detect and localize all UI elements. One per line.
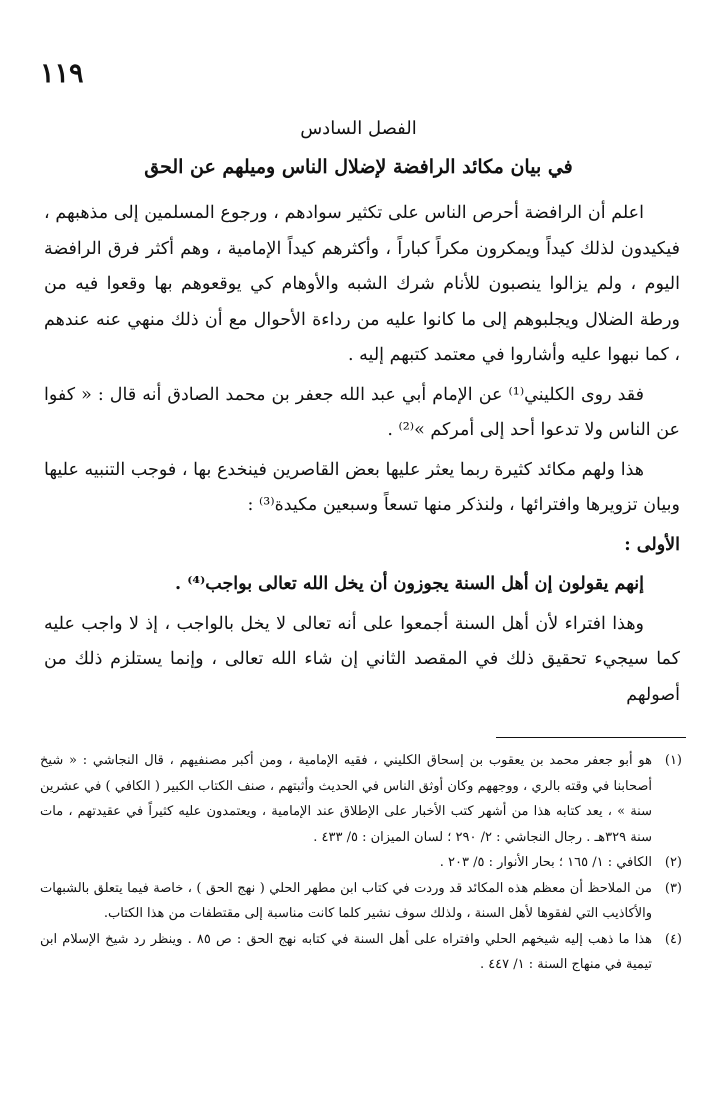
paragraph-intro: اعلم أن الرافضة أحرص الناس على تكثير سوادهم ، ورجوع المسلمين إلى مذهبهم ، فيكيدون لذلك كيداً ويمكرون مكراً كباراً ، وأكثرهم كيداً الإمامية ، وهم أكثر فرق الرافضة اليوم ، ولم يزالوا ينصبون للأنام شرك الشبه والأوهام كي يوقعوهم بها وقعوا فيه من ورطة الضلال ويجلبوهم إلى ما كانوا عليه من رداءة الأحوال مع أن ذلك منهي عنه عندهم ، كما نبهوا عليه وأشاروا في معتمد كتبهم إليه . [44, 203, 680, 365]
footnote-4 [40, 927, 682, 978]
footnote-text: الكافي : ١/ ١٦٥ ؛ بحار الأنوار : ٥/ ٢٠٣ . [439, 855, 652, 870]
body-text [44, 196, 680, 717]
footnote-text: هو أبو جعفر محمد بن يعقوب بن إسحاق الكليني ، فقيه الإمامية ، ومن أكبر مصنفيهم ، قال النجاشي : « شيخ أصحابنا في وقته بالري ، ووجههم وكان أوثق الناس في الحديث وأثبتهم ، صنف الكتاب الكبير ( الكافي ) في عشرين سنة » ، يعد كتابه هذا من أشهر كتب الأخبار على الإطلاق عند الإمامية ، ويعتمدون عليه كثيراً في عقيدتهم ، مات سنة ٣٢٩هـ . رجال النجاشي : ٢/ ٢٩٠ ؛ لسان الميزان : ٥/ ٤٣٣ . [40, 753, 652, 845]
footnote-1 [40, 748, 682, 850]
chapter-title: الفصل السادس [300, 118, 417, 139]
paragraph-plots-count: هذا ولهم مكائد كثيرة ربما يعثر عليها بعض القاصرين فينخدع بها ، فوجب التنبيه عليها وبيان تزويرها وافترائها ، ولنذكر منها تسعاً وسبعين مكيدة⁽³⁾ : [44, 459, 680, 515]
footnote-3 [40, 876, 682, 927]
paragraph-first-claim: إنهم يقولون إن أهل السنة يجوزون أن يخل الله تعالى بواجب⁽⁴⁾ . [175, 574, 644, 594]
heading-first-plot: الأولى : [624, 534, 680, 555]
footnote-text: من الملاحظ أن معظم هذه المكائد قد وردت في كتاب ابن مطهر الحلي ( نهج الحق ) ، خاصة فيما يتعلق بالشبهات والأكاذيب التي لفقوها لأهل السنة ، ولذلك سوف نشير كلما كانت مناسبة إلى مقتطفات من هذا الكتاب. [40, 880, 652, 921]
footnotes [40, 748, 682, 978]
footnote-separator [496, 737, 686, 738]
footnote-number: (٤) [664, 931, 682, 947]
footnote-number: (٢) [664, 855, 682, 870]
footnote-text: هذا ما ذهب إليه شيخهم الحلي وافتراه على أهل السنة في كتابه نهج الحق : ص ٨٥ . وينظر رد شيخ الإسلام ابن تيمية في منهاج السنة : ١/ ٤٤٧ . [40, 931, 652, 972]
section-title: في بيان مكائد الرافضة لإضلال الناس وميلهم عن الحق [144, 156, 573, 178]
footnote-number: (٣) [664, 880, 682, 896]
footnote-2 [40, 850, 682, 876]
paragraph-refutation: وهذا افتراء لأن أهل السنة أجمعوا على أنه تعالى لا يخل بالواجب ، إذ لا واجب عليه كما سيجيء تحقيق ذلك في المقصد الثاني إن شاء الله تعالى ، وإنما يستلزم ذلك من أصولهم [44, 613, 680, 705]
page-number: ١١٩ [40, 58, 84, 89]
paragraph-kulayni-quote: فقد روى الكليني⁽¹⁾ عن الإمام أبي عبد الله جعفر بن محمد الصادق أنه قال : « كفوا عن الناس ولا تدعوا أحد إلى أمركم »⁽²⁾ . [44, 384, 680, 440]
footnote-number: (١) [664, 753, 682, 768]
